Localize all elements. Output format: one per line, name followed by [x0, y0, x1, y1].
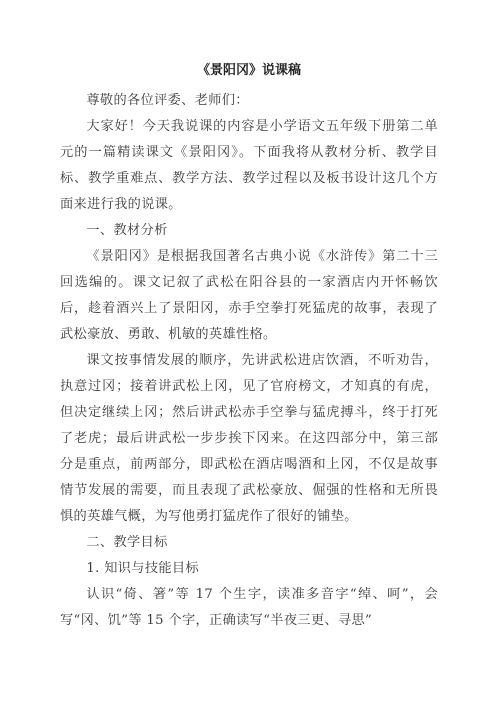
textbook-analysis-paragraph-1: 《景阳冈》是根据我国著名古典小说《水浒传》第二十三回选编的。课文记叙了武松在阳谷县的一家酒店内开怀畅饮后，趁着酒兴上了景阳冈，赤手空拳打死猛虎的故事，表现了武松豪放、勇敢、机敏的英雄性格。	[60, 249, 438, 342]
section-heading-teaching-goals: 二、教学目标	[86, 535, 168, 550]
salutation: 尊敬的各位评委、老师们：	[86, 93, 249, 108]
intro-paragraph: 大家好！今天我说课的内容是小学语文五年级下册第二单元的一篇精读课文《景阳冈》。下面我将从教材分析、教学目标、教学重难点、教学方法、教学过程以及板书设计这几个方面来进行我的说课。	[60, 119, 438, 212]
knowledge-skills-paragraph: 认识“倚、箸”等 17 个生字，读准多音字“绰、呵”，会写“冈、饥”等 15 个字，正确读写“半夜三更、寻思”	[60, 587, 438, 628]
subheading-knowledge-skills: 1. 知识与技能目标	[86, 561, 199, 576]
textbook-analysis-paragraph-2: 课文按事情发展的顺序，先讲武松进店饮酒，不听劝告，执意过冈；接着讲武松上冈，见了官府榜文，才知真的有虎，但决定继续上冈；然后讲武松赤手空拳与猛虎搏斗，终于打死了老虎；最后讲武松一步步挨下冈来。在这四部分中，第三部分是重点，前两部分，即武松在酒店喝酒和上冈，不仅是故事情节发展的需要，而且表现了武松豪放、倔强的性格和无所畏惧的英雄气概，为写他勇打猛虎作了很好的铺垫。	[60, 353, 438, 524]
document-page	[60, 60, 438, 634]
section-heading-textbook-analysis: 一、教材分析	[86, 223, 168, 238]
document-title: 《景阳冈》说课稿	[196, 63, 301, 78]
